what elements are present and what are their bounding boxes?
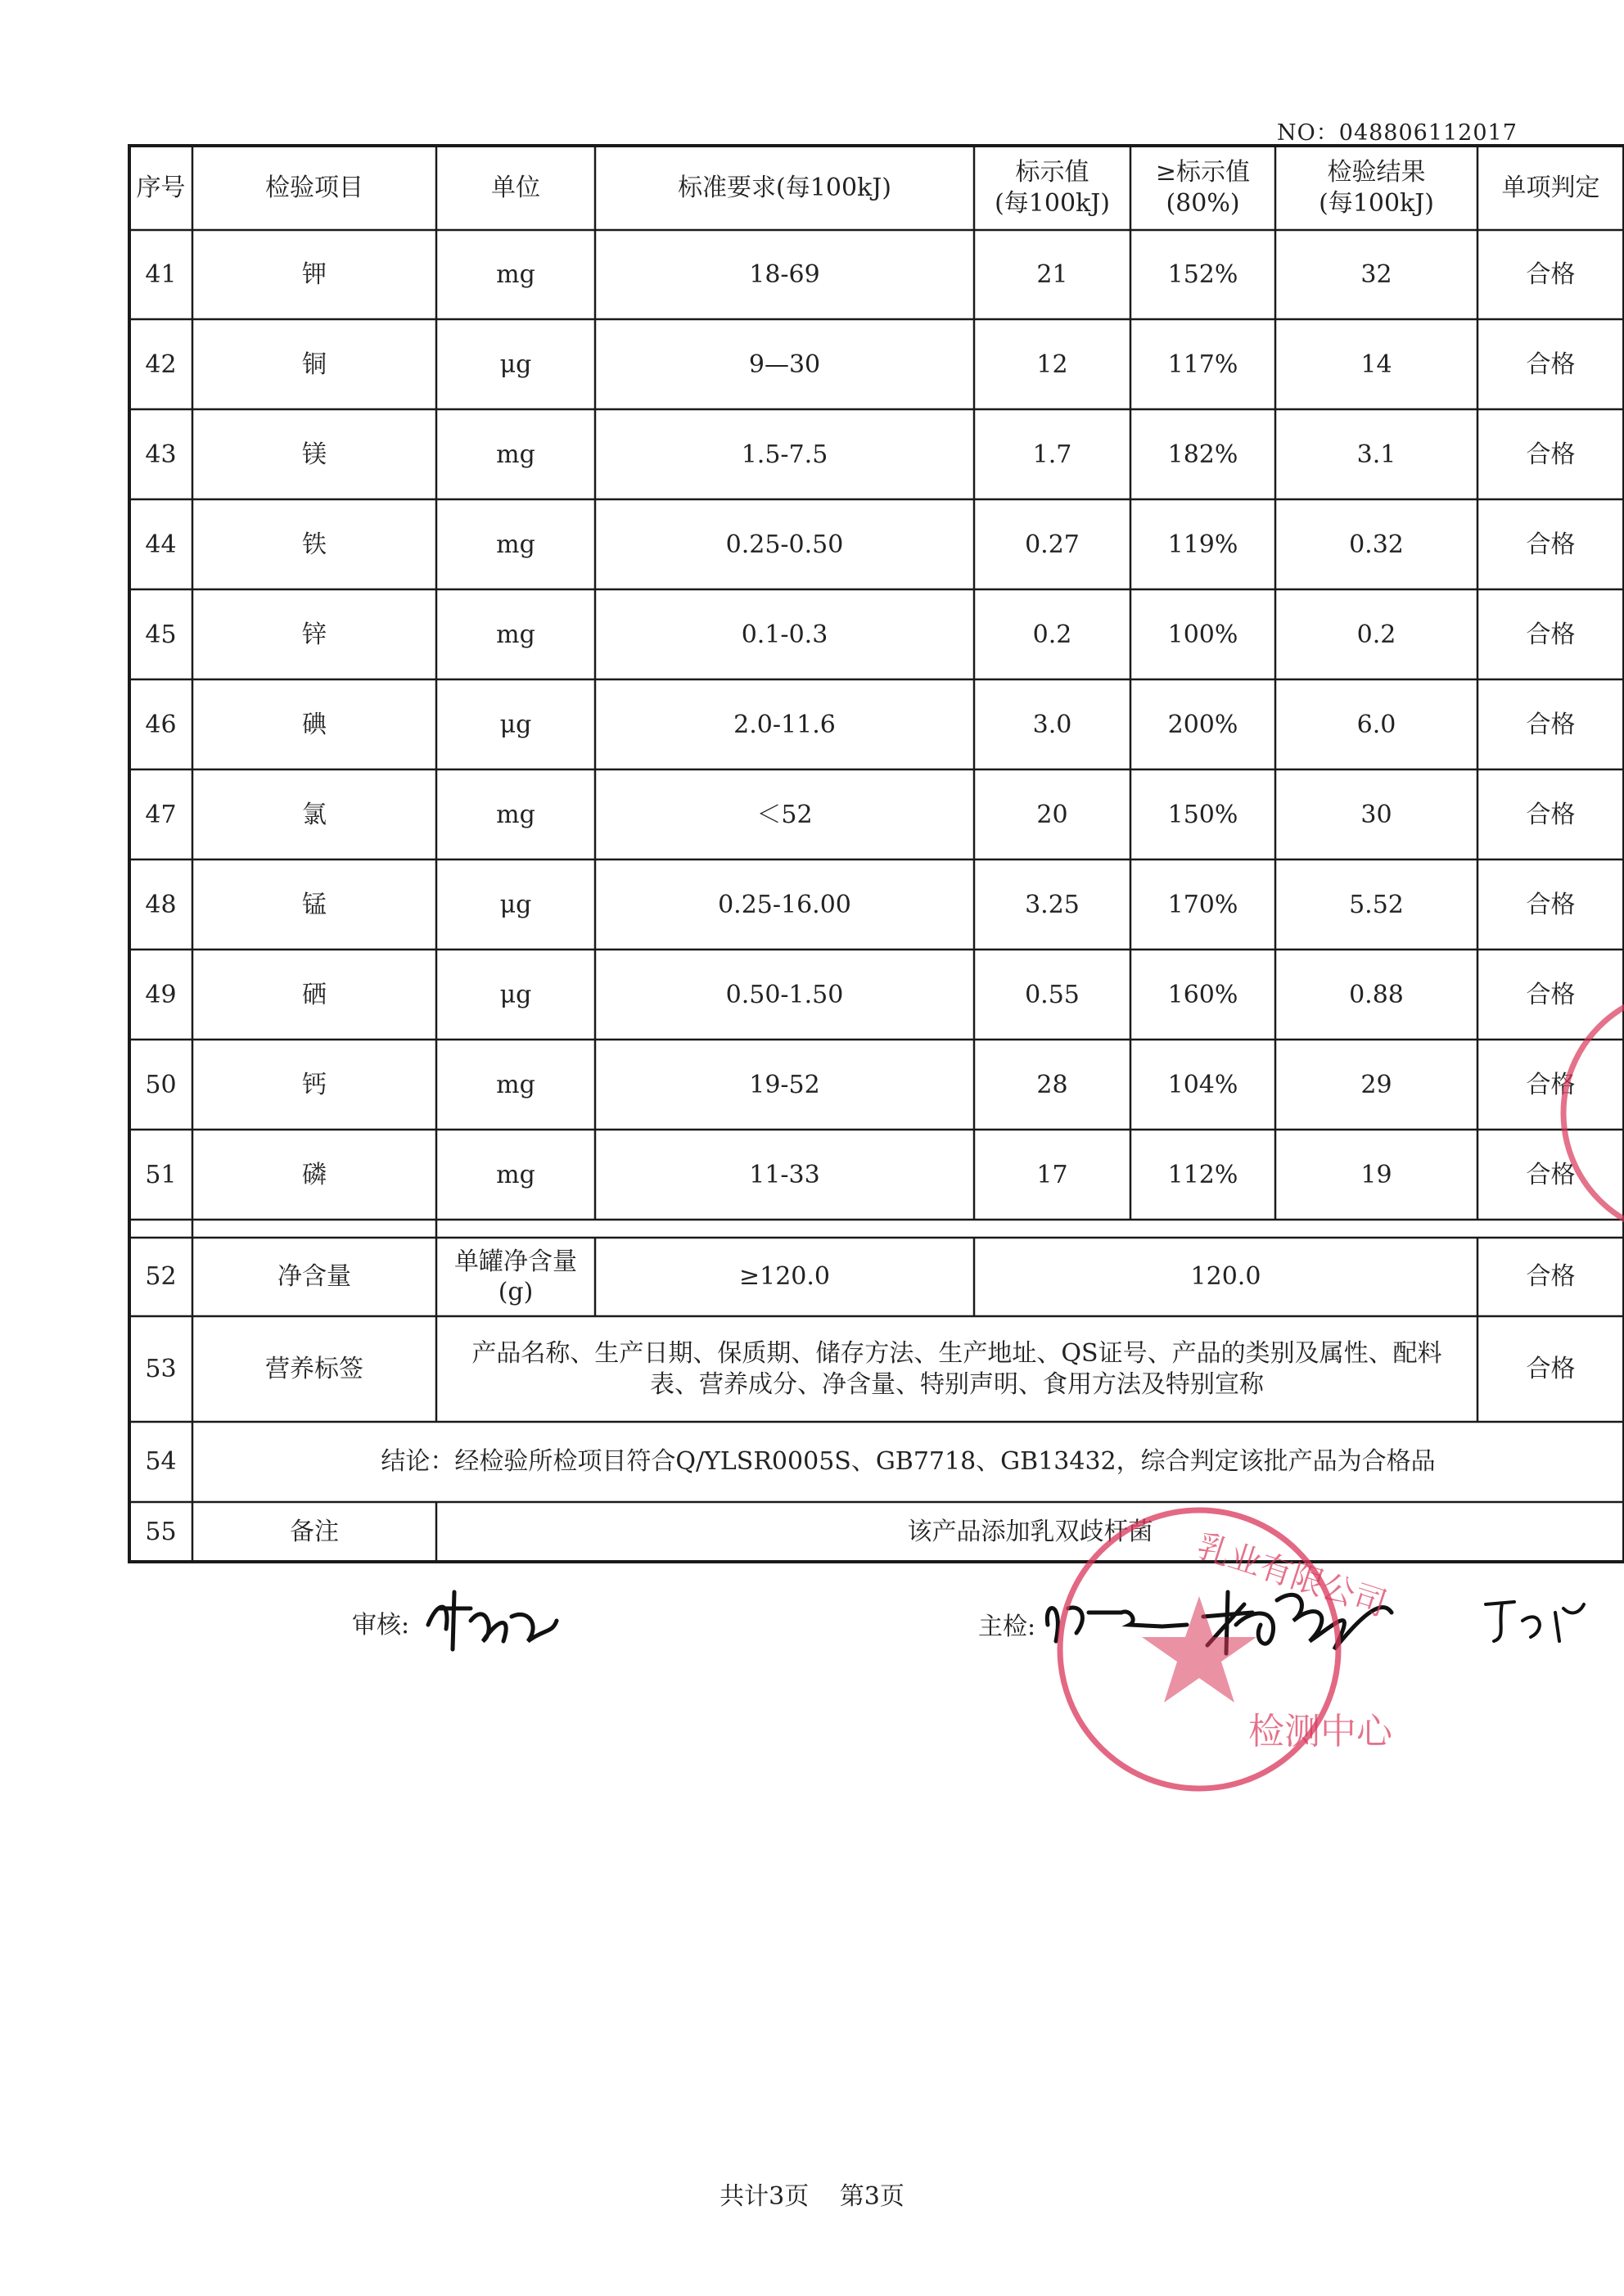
row-result: 19 — [1360, 1161, 1392, 1190]
row55-seq: 55 — [145, 1517, 177, 1546]
row-standard: 9—30 — [748, 350, 821, 380]
row-pct: 117% — [1167, 350, 1238, 380]
row-label-value: 20 — [1036, 801, 1068, 830]
row-pct: 100% — [1167, 620, 1238, 650]
row-judgement: 合格 — [1526, 530, 1576, 560]
reviewer-signature — [422, 1584, 561, 1658]
row-pct: 150% — [1167, 801, 1238, 830]
row-judgement: 合格 — [1526, 350, 1576, 380]
row-standard: 0.25-16.00 — [718, 891, 851, 920]
row52-item: 净含量 — [277, 1262, 351, 1292]
row-unit: mg — [496, 620, 535, 650]
row-result: 6.0 — [1356, 710, 1396, 740]
row-seq: 46 — [145, 710, 177, 740]
row-pct: 200% — [1167, 710, 1238, 740]
row-judgement: 合格 — [1526, 981, 1576, 1010]
row-pct: 119% — [1167, 530, 1238, 560]
row-seq: 43 — [145, 440, 177, 470]
row-item: 铜 — [302, 350, 327, 380]
header-item: 检验项目 — [265, 173, 363, 202]
row-pct: 104% — [1167, 1071, 1238, 1100]
row52-judgement: 合格 — [1526, 1262, 1576, 1292]
row-standard: 0.25-0.50 — [725, 530, 844, 560]
row-pct: 182% — [1167, 440, 1238, 470]
row-label-value: 3.25 — [1025, 891, 1080, 920]
row-pct: 112% — [1167, 1161, 1238, 1190]
inspector-label: 主检: — [978, 1613, 1036, 1641]
row53-item: 营养标签 — [265, 1354, 363, 1383]
row-result: 0.32 — [1349, 530, 1404, 560]
row-seq: 45 — [145, 620, 177, 650]
row54-conclusion: 结论：经检验所检项目符合Q/YLSR0005S、GB7718、GB13432，综合判定该批产品为合格品 — [381, 1447, 1436, 1477]
row-label-value: 28 — [1036, 1071, 1068, 1100]
row-seq: 44 — [145, 530, 177, 560]
header-standard: 标准要求(每100kJ) — [678, 173, 891, 202]
row-label-value: 12 — [1036, 350, 1068, 380]
row-judgement: 合格 — [1526, 440, 1576, 470]
row-standard: 11-33 — [749, 1161, 820, 1190]
row55-item: 备注 — [290, 1517, 339, 1546]
row53-judgement: 合格 — [1526, 1354, 1576, 1383]
row-unit: mg — [496, 801, 535, 830]
row-result: 0.2 — [1356, 620, 1396, 650]
row-item: 钾 — [302, 260, 327, 290]
row-label-value: 17 — [1036, 1161, 1068, 1190]
row-standard: 0.50-1.50 — [725, 981, 844, 1010]
row-unit: mg — [496, 530, 535, 560]
row55-content: 该产品添加乳双歧杆菌 — [907, 1517, 1153, 1546]
row-item: 碘 — [302, 710, 327, 740]
row-item: 钙 — [302, 1071, 327, 1100]
row-standard: 2.0-11.6 — [733, 710, 836, 740]
row-unit: μg — [499, 891, 532, 920]
document-number: NO：048806112017 — [1277, 120, 1518, 146]
row-label-value: 0.2 — [1032, 620, 1072, 650]
row-result: 3.1 — [1356, 440, 1396, 470]
row-result: 14 — [1360, 350, 1392, 380]
row-unit: μg — [499, 350, 532, 380]
row-seq: 49 — [145, 981, 177, 1010]
row-unit: mg — [496, 1161, 535, 1190]
header-label-value: 标示值 (每100kJ) — [995, 158, 1110, 218]
row-seq: 51 — [145, 1161, 177, 1190]
row-unit: mg — [496, 1071, 535, 1100]
row-item: 氯 — [302, 801, 327, 830]
row-seq: 48 — [145, 891, 177, 920]
row-judgement: 合格 — [1526, 891, 1576, 920]
svg-text:乳业有限公司: 乳业有限公司 — [1192, 1527, 1392, 1624]
row-unit: mg — [496, 440, 535, 470]
row-seq: 50 — [145, 1071, 177, 1100]
row-seq: 47 — [145, 801, 177, 830]
row-item: 锰 — [302, 891, 327, 920]
row-standard: 19-52 — [749, 1071, 820, 1100]
row-item: 硒 — [302, 981, 327, 1010]
row-judgement: 合格 — [1526, 801, 1576, 830]
row-standard: 18-69 — [749, 260, 820, 290]
row52-result: 120.0 — [1190, 1262, 1261, 1292]
row-standard: 0.1-0.3 — [741, 620, 828, 650]
header-judgement: 单项判定 — [1501, 173, 1600, 202]
reviewer-label: 审核: — [352, 1611, 410, 1640]
row52-seq: 52 — [145, 1262, 177, 1292]
header-seq: 序号 — [136, 173, 186, 202]
row-standard: ＜52 — [756, 801, 813, 830]
secondary-initials — [1482, 1592, 1588, 1649]
row53-content: 产品名称、生产日期、保质期、储存方法、生产地址、QS证号、产品的类别及属性、配料表、营养成分、净含量、特别声明、食用方法及特别宣称 — [471, 1339, 1442, 1399]
row52-unit: 单罐净含量 (g) — [454, 1247, 577, 1306]
row-result: 32 — [1360, 260, 1392, 290]
row-result: 29 — [1360, 1071, 1392, 1100]
row52-standard: ≥120.0 — [738, 1262, 831, 1292]
row-unit: μg — [499, 710, 532, 740]
row-pct: 170% — [1167, 891, 1238, 920]
row-item: 铁 — [302, 530, 327, 560]
row-item: 镁 — [302, 440, 327, 470]
row-pct: 160% — [1167, 981, 1238, 1010]
header-result: 检验结果 (每100kJ) — [1319, 158, 1434, 218]
header-pct-label: ≥标示值 (80%) — [1155, 158, 1251, 218]
row-unit: mg — [496, 260, 535, 290]
official-seal — [1040, 1498, 1392, 1801]
row-pct: 152% — [1167, 260, 1238, 290]
row-label-value: 3.0 — [1032, 710, 1072, 740]
row-judgement: 合格 — [1526, 1071, 1576, 1100]
footer-total-pages: 共计3页 — [720, 2182, 810, 2211]
row-seq: 42 — [145, 350, 177, 380]
row-label-value: 0.55 — [1025, 981, 1080, 1010]
row-judgement: 合格 — [1526, 1161, 1576, 1190]
row-judgement: 合格 — [1526, 260, 1576, 290]
row54-seq: 54 — [145, 1447, 177, 1477]
row-judgement: 合格 — [1526, 710, 1576, 740]
row-label-value: 1.7 — [1032, 440, 1072, 470]
partial-seal — [1547, 982, 1624, 1244]
row-result: 30 — [1360, 801, 1392, 830]
row-item: 磷 — [302, 1161, 327, 1190]
row-label-value: 0.27 — [1025, 530, 1080, 560]
row-result: 5.52 — [1349, 891, 1404, 920]
row-label-value: 21 — [1036, 260, 1068, 290]
header-unit: 单位 — [491, 173, 540, 202]
footer-page-number: 第3页 — [839, 2182, 904, 2211]
page-footer — [0, 2176, 1624, 2212]
row-unit: μg — [499, 981, 532, 1010]
svg-text:检测中心: 检测中心 — [1248, 1711, 1392, 1752]
row-result: 0.88 — [1349, 981, 1404, 1010]
row53-seq: 53 — [145, 1354, 177, 1383]
row-seq: 41 — [145, 260, 177, 290]
row-item: 锌 — [302, 620, 327, 650]
row-standard: 1.5-7.5 — [741, 440, 828, 470]
row-judgement: 合格 — [1526, 620, 1576, 650]
